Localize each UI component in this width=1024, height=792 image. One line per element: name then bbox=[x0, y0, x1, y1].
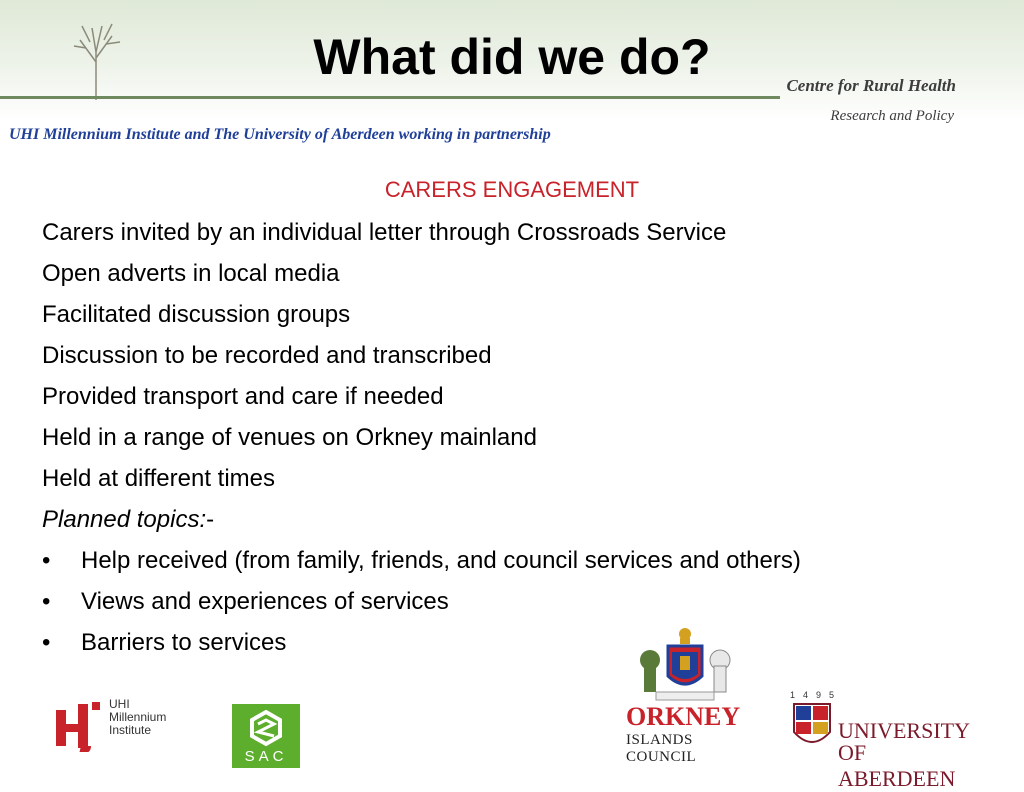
topic-text: Views and experiences of services bbox=[81, 588, 449, 615]
list-item: Held in a range of venues on Orkney mainland bbox=[42, 424, 537, 451]
topic-item bbox=[42, 540, 982, 581]
topic-item bbox=[42, 581, 982, 622]
bullet-icon: • bbox=[42, 588, 51, 615]
topic-text: Barriers to services bbox=[81, 629, 287, 656]
list-item: Held at different times bbox=[42, 465, 276, 492]
sac-logo bbox=[232, 704, 300, 768]
aberdeen-shield-icon bbox=[792, 702, 832, 752]
bullet-icon: • bbox=[42, 629, 51, 656]
list-item: Open adverts in local media bbox=[42, 260, 340, 287]
brand-line-1: Centre for Rural Health bbox=[786, 76, 956, 95]
list-item: Discussion to be recorded and transcribed bbox=[42, 342, 492, 369]
slide-header bbox=[0, 0, 1024, 124]
coat-of-arms-icon bbox=[620, 626, 750, 706]
aberdeen-line-1: UNIVERSITY bbox=[838, 718, 970, 743]
page-title: What did we do? bbox=[313, 29, 711, 85]
list-item: Provided transport and care if needed bbox=[42, 383, 444, 410]
topic-text: Help received (from family, friends, and council services and others) bbox=[81, 547, 801, 574]
list-item: Facilitated discussion groups bbox=[42, 301, 351, 328]
uhi-line-2: Millennium bbox=[109, 710, 167, 724]
list-item: Carers invited by an individual letter through Crossroads Service bbox=[42, 219, 727, 246]
section-heading: CARERS ENGAGEMENT bbox=[384, 177, 640, 202]
orkney-logo bbox=[620, 626, 750, 766]
partnership-line: UHI Millennium Institute and The University of Aberdeen working in partnership bbox=[9, 126, 551, 143]
aberdeen-year: 1495 bbox=[790, 690, 843, 700]
topics-label-row bbox=[42, 499, 982, 540]
bullet-icon: • bbox=[42, 547, 51, 574]
aberdeen-logo bbox=[788, 690, 978, 791]
uhi-line-3: Institute bbox=[109, 723, 152, 737]
uhi-mark-icon bbox=[54, 700, 104, 752]
title-rule bbox=[0, 96, 780, 99]
orkney-sub: ISLANDS COUNCIL bbox=[626, 732, 697, 765]
uhi-logo bbox=[54, 692, 194, 756]
sac-label: SAC bbox=[244, 748, 288, 765]
aberdeen-line-2: OF ABERDEEN bbox=[838, 740, 956, 791]
uhi-text bbox=[109, 698, 166, 737]
topic-item bbox=[42, 622, 982, 663]
topics-suffix: - bbox=[206, 506, 215, 533]
uhi-line-1: UHI bbox=[109, 697, 130, 711]
topics-label: Planned topics: bbox=[42, 506, 207, 533]
content-list bbox=[42, 212, 982, 663]
brand-line-2: Research and Policy bbox=[830, 108, 954, 124]
orkney-name: ORKNEY bbox=[626, 702, 741, 731]
